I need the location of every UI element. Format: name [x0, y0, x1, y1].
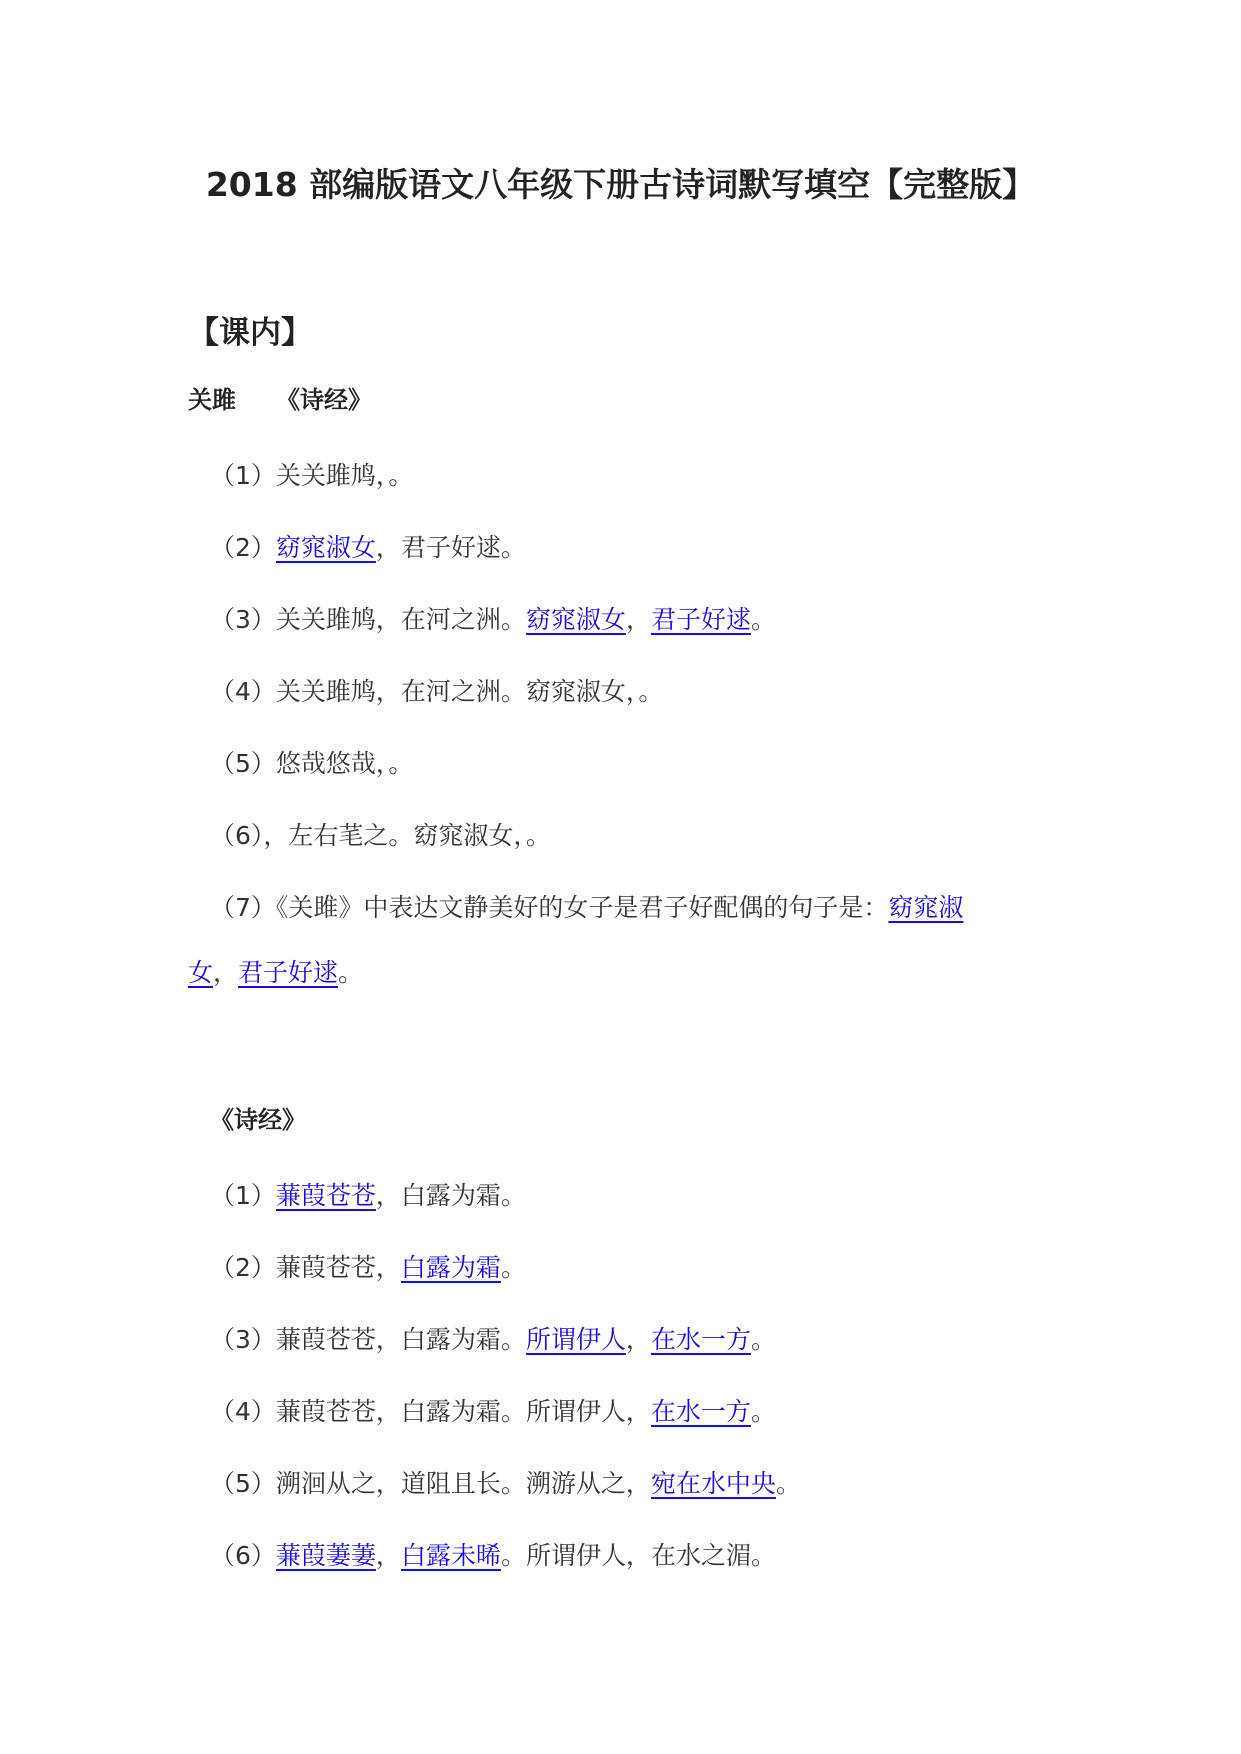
question-number: （7） — [210, 893, 276, 922]
poem-source: 《诗经》 — [276, 386, 372, 414]
question-line — [210, 456, 413, 496]
question-number: （3） — [210, 1325, 276, 1354]
answer-link[interactable]: 在水一方 — [650, 1397, 751, 1426]
question-line — [210, 672, 663, 712]
poem-heading-jianjia — [210, 1100, 306, 1140]
question-text: 《关雎》中表达文静美好的女子是君子好配偶的句子是： — [275, 893, 889, 922]
question-line — [210, 744, 413, 784]
answer-link[interactable]: 白露未晞 — [400, 1541, 501, 1570]
answer-link[interactable]: 白露为霜 — [400, 1253, 501, 1282]
page-title: 2018 部编版语文八年级下册古诗词默写填空【完整版】 — [205, 165, 1036, 204]
question-number: （4） — [210, 677, 276, 706]
question-number: （2） — [210, 533, 276, 562]
question-line — [210, 1392, 776, 1432]
section-heading: 【课内】 — [188, 315, 312, 351]
question-line — [210, 1464, 801, 1504]
question-number: （6） — [210, 1541, 276, 1570]
poem-source: 《诗经》 — [210, 1106, 306, 1134]
question-number: （2） — [210, 1253, 276, 1282]
answer-link[interactable]: 蒹葭萋萋 — [275, 1541, 376, 1570]
question-line — [210, 600, 776, 640]
question-line — [210, 1176, 526, 1216]
answer-link[interactable]: 君子好逑 — [650, 605, 751, 634]
question-line — [210, 888, 963, 928]
answer-link[interactable]: 君子好逑 — [238, 958, 339, 987]
punctuation: 。 — [750, 1397, 776, 1426]
question-number: （4） — [210, 1397, 276, 1426]
question-text: ，左右芼之。窈窕淑女，。 — [263, 821, 551, 850]
question-number: （6） — [210, 821, 264, 850]
answer-link[interactable]: 窈窕淑 — [888, 893, 964, 922]
answer-link[interactable]: 宛在水中央 — [650, 1469, 776, 1498]
punctuation: 。 — [775, 1469, 801, 1498]
question-text: 关关雎鸠，。 — [275, 461, 414, 490]
punctuation: ， — [375, 1541, 401, 1570]
question-number: （5） — [210, 749, 276, 778]
question-text: 悠哉悠哉，。 — [275, 749, 414, 778]
answer-link[interactable]: 蒹葭苍苍 — [275, 1181, 376, 1210]
question-line — [210, 1536, 776, 1576]
punctuation: ， — [625, 1325, 651, 1354]
question-line-continued — [188, 953, 363, 993]
punctuation: 。 — [750, 1325, 776, 1354]
punctuation: 。 — [338, 958, 364, 987]
question-line — [210, 1320, 776, 1360]
question-text: 蒹葭苍苍，白露为霜。 — [275, 1325, 526, 1354]
poem-name: 关雎 — [188, 386, 236, 414]
question-number: （3） — [210, 605, 276, 634]
question-text: 蒹葭苍苍， — [275, 1253, 401, 1282]
question-text: 。所谓伊人，在水之湄。 — [500, 1541, 776, 1570]
question-line — [210, 816, 551, 856]
poem-heading-guanju — [188, 380, 372, 420]
question-text: 溯洄从之，道阻且长。溯游从之， — [275, 1469, 651, 1498]
punctuation: 。 — [500, 1253, 526, 1282]
question-text: ，白露为霜。 — [375, 1181, 526, 1210]
question-text: 关关雎鸠，在河之洲。 — [275, 605, 526, 634]
question-number: （1） — [210, 461, 276, 490]
answer-link[interactable]: 在水一方 — [650, 1325, 751, 1354]
question-number: （1） — [210, 1181, 276, 1210]
answer-link[interactable]: 所谓伊人 — [525, 1325, 626, 1354]
question-text: 关关雎鸠，在河之洲。窈窕淑女，。 — [275, 677, 664, 706]
question-text: 蒹葭苍苍，白露为霜。所谓伊人， — [275, 1397, 651, 1426]
question-text: ，君子好逑。 — [375, 533, 526, 562]
punctuation: ， — [625, 605, 651, 634]
question-line — [210, 1248, 526, 1288]
punctuation: ， — [213, 958, 239, 987]
answer-link[interactable]: 窈窕淑女 — [525, 605, 626, 634]
question-number: （5） — [210, 1469, 276, 1498]
punctuation: 。 — [750, 605, 776, 634]
question-line — [210, 528, 526, 568]
answer-link[interactable]: 窈窕淑女 — [275, 533, 376, 562]
answer-link[interactable]: 女 — [188, 958, 214, 987]
